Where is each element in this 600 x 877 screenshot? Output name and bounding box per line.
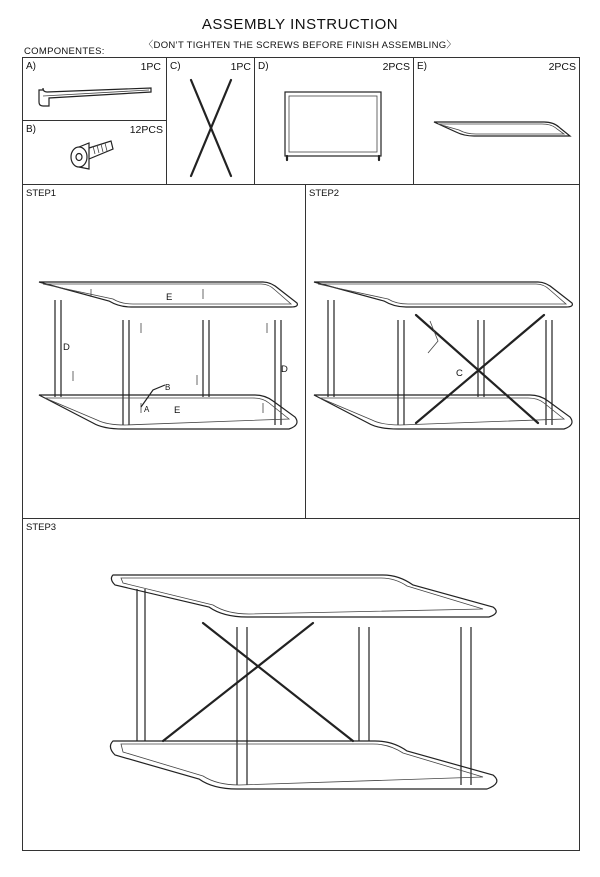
step1-callout-b: B [165, 383, 171, 392]
component-a-letter: A) [26, 61, 36, 72]
glass-panel-icon [414, 58, 581, 186]
step3-diagram [23, 519, 581, 852]
component-e-cell [413, 57, 580, 185]
component-c-letter: C) [170, 61, 181, 72]
step1-callout-d-left: D [63, 342, 70, 353]
component-d-letter: D) [258, 61, 269, 72]
step1-panel [22, 184, 306, 519]
step1-callout-a: A [144, 405, 150, 414]
component-b-quantity: 12PCS [129, 124, 163, 136]
component-b-letter: B) [26, 124, 36, 135]
step1-callout-e-bottom: E [174, 405, 181, 416]
allen-key-icon [23, 58, 168, 122]
side-frame-icon [255, 58, 415, 186]
component-c-cell [166, 57, 255, 185]
component-c-quantity: 1PC [230, 61, 251, 73]
component-a-cell [22, 57, 167, 121]
step2-diagram [306, 185, 581, 520]
step2-panel [305, 184, 580, 519]
cross-brace-icon [167, 58, 256, 186]
assembly-warning: 〈DON’T TIGHTEN THE SCREWS BEFORE FINISH ASSEMBLING〉 [143, 40, 457, 51]
component-d-quantity: 2PCS [382, 61, 410, 73]
component-b-cell [22, 120, 167, 185]
page-title: ASSEMBLY INSTRUCTION [201, 16, 399, 33]
step1-callout-d-right: D [281, 364, 288, 375]
step1-callout-e-top: E [166, 292, 173, 303]
screw-icon [23, 121, 168, 186]
step3-panel [22, 518, 580, 851]
step3-label: STEP3 [26, 522, 57, 533]
step1-label: STEP1 [26, 188, 57, 199]
step2-label: STEP2 [309, 188, 340, 199]
components-label: COMPONENTES: [24, 46, 105, 57]
component-d-cell [254, 57, 414, 185]
step2-callout-c: C [456, 368, 463, 379]
component-e-letter: E) [417, 61, 427, 72]
component-e-quantity: 2PCS [548, 61, 576, 73]
component-a-quantity: 1PC [140, 61, 161, 73]
